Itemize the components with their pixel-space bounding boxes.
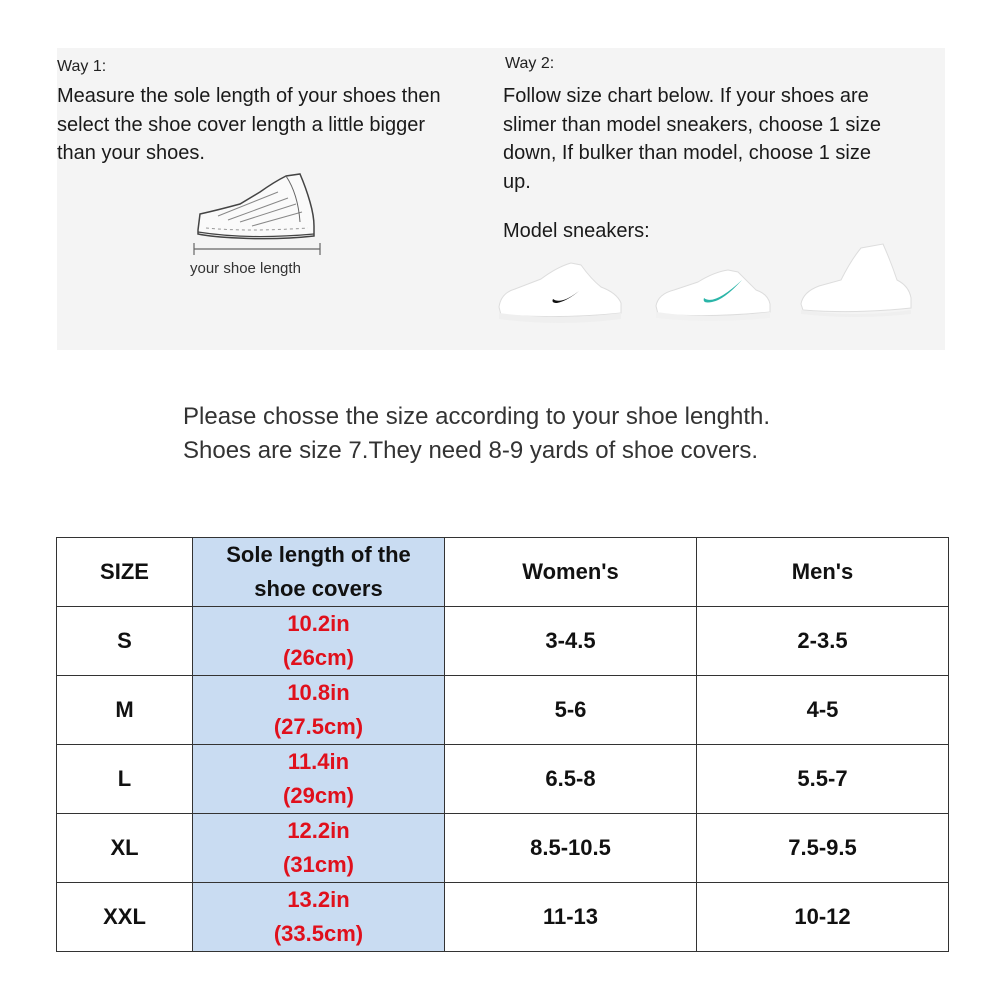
men-size-cell: 2-3.5 <box>697 607 949 676</box>
sneaker-teal-swoosh-icon <box>652 262 772 324</box>
size-cell: L <box>57 745 193 814</box>
sole-length-cm: (27.5cm) <box>273 714 364 739</box>
intro-line-1: Please chosse the size according to your shoe lenghth. <box>183 403 771 430</box>
sole-length-in: 10.2in <box>287 611 350 636</box>
size-cell: S <box>57 607 193 676</box>
table-row <box>57 745 949 814</box>
women-size-cell: 3-4.5 <box>445 607 697 676</box>
table-row <box>57 814 949 883</box>
size-chart-table <box>56 537 949 952</box>
sole-length-cm: (33.5cm) <box>273 921 364 946</box>
women-size-cell: 11-13 <box>445 883 697 952</box>
table-row <box>57 883 949 952</box>
way2-text <box>503 82 881 196</box>
header-sole-line1: Sole length of the <box>226 542 411 567</box>
men-size-cell: 5.5-7 <box>697 745 949 814</box>
way2-line: slimer than model sneakers, choose 1 size <box>503 113 881 136</box>
sole-length-cm: (31cm) <box>283 852 354 877</box>
header-men: Men's <box>697 538 949 607</box>
men-size-cell: 7.5-9.5 <box>697 814 949 883</box>
women-size-cell: 8.5-10.5 <box>445 814 697 883</box>
men-size-cell: 4-5 <box>697 676 949 745</box>
way2-line: Follow size chart below. If your shoes are <box>503 85 869 107</box>
way1-line: Measure the sole length of your shoes then <box>57 85 441 107</box>
sole-length-cell <box>193 883 445 952</box>
model-sneakers-label: Model sneakers: <box>503 220 650 242</box>
way1-text <box>57 82 441 168</box>
shoe-length-caption: your shoe length <box>190 260 301 277</box>
sole-length-in: 13.2in <box>287 887 350 912</box>
sole-length-cm: (26cm) <box>283 645 354 670</box>
header-women: Women's <box>445 538 697 607</box>
sole-length-cell <box>193 676 445 745</box>
size-instruction-text <box>183 400 770 468</box>
header-size: SIZE <box>57 538 193 607</box>
way1-line: select the shoe cover length a little bigger <box>57 113 425 136</box>
table-row <box>57 676 949 745</box>
way2-title: Way 2: <box>505 55 555 72</box>
way2-line: up. <box>503 170 531 193</box>
table-row <box>57 607 949 676</box>
sole-length-in: 12.2in <box>287 818 350 843</box>
sole-length-cell <box>193 745 445 814</box>
way1-title: Way 1: <box>57 58 107 75</box>
women-size-cell: 5-6 <box>445 676 697 745</box>
size-cell: XL <box>57 814 193 883</box>
table-header-row <box>57 538 949 607</box>
sole-length-cm: (29cm) <box>283 783 354 808</box>
sole-length-in: 10.8in <box>287 680 350 705</box>
header-sole-length <box>193 538 445 607</box>
sneaker-high-top-white-icon <box>795 240 915 320</box>
sneaker-black-swoosh-icon <box>495 255 625 327</box>
way2-line: down, If bulker than model, choose 1 size <box>503 142 871 164</box>
sole-length-cell <box>193 814 445 883</box>
size-cell: M <box>57 676 193 745</box>
men-size-cell: 10-12 <box>697 883 949 952</box>
sole-length-in: 11.4in <box>287 749 350 774</box>
sole-length-cell <box>193 607 445 676</box>
way1-line: than your shoes. <box>57 142 205 164</box>
header-sole-line2: shoe covers <box>254 576 383 601</box>
high-top-shoe-illustration <box>188 170 328 260</box>
women-size-cell: 6.5-8 <box>445 745 697 814</box>
intro-line-2: Shoes are size 7.They need 8-9 yards of shoe covers. <box>183 437 758 464</box>
size-cell: XXL <box>57 883 193 952</box>
